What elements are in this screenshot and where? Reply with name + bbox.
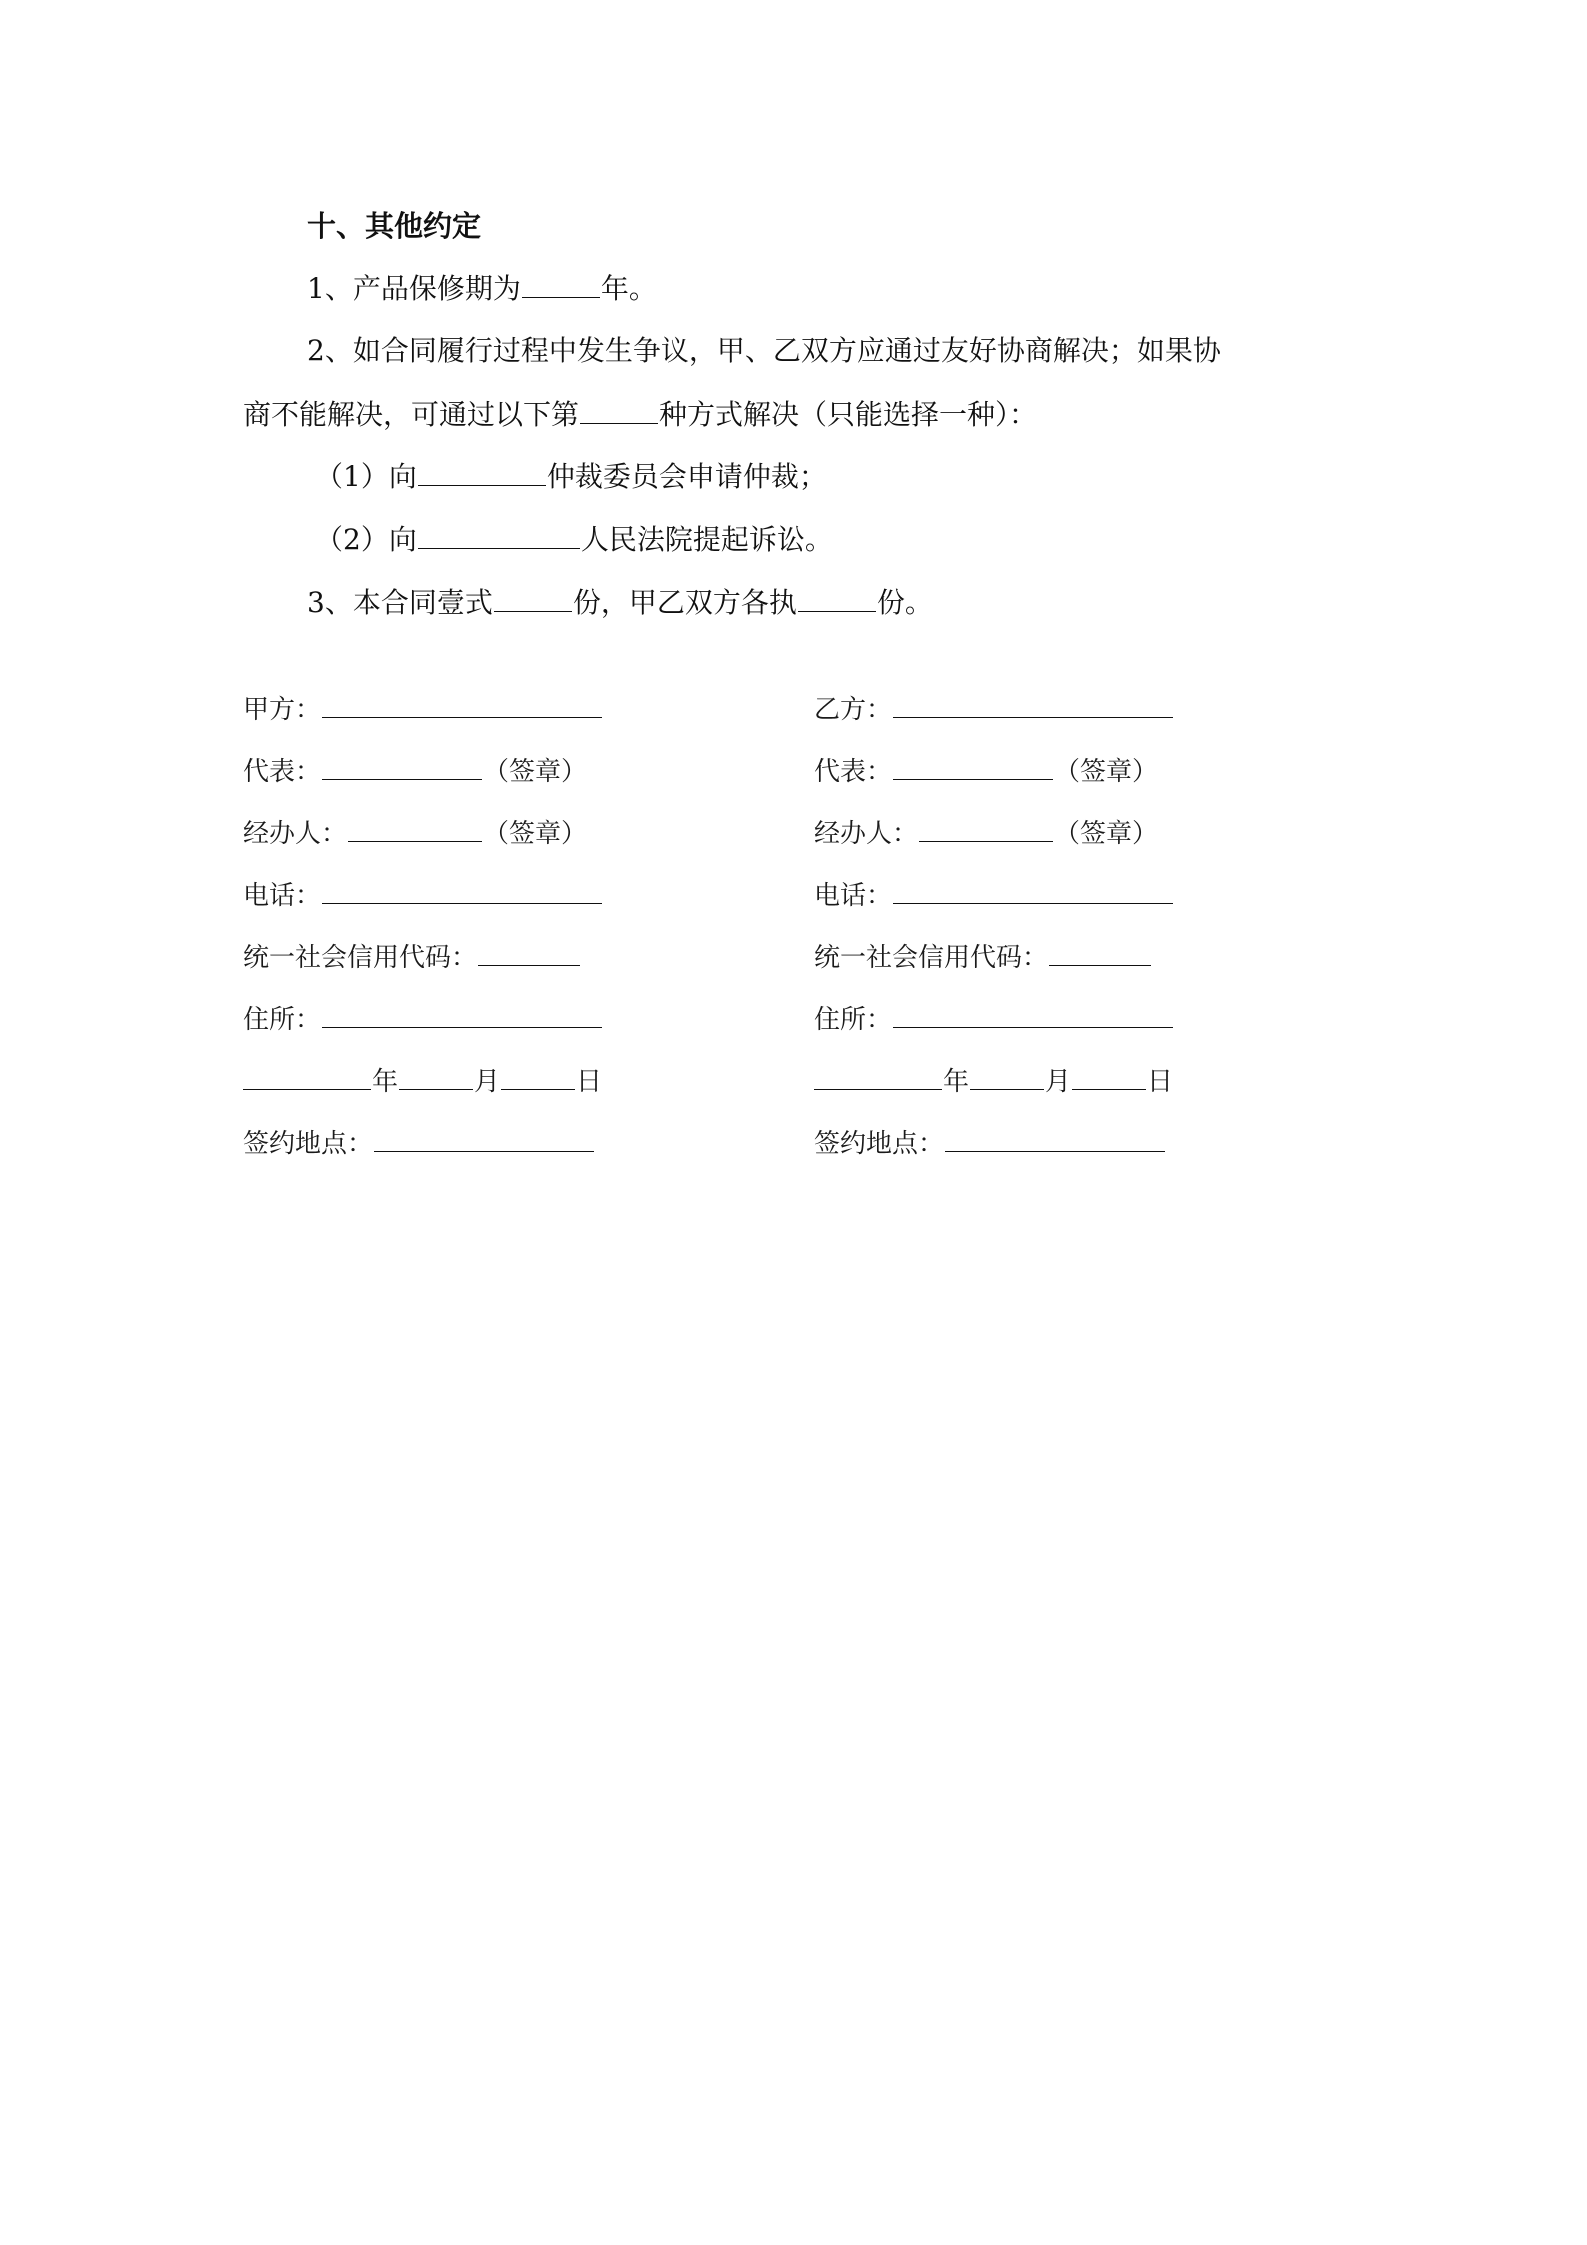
- party-b-credit-blank[interactable]: [1049, 938, 1151, 966]
- party-a-name-row: [243, 690, 603, 730]
- party-b-rep-seal: （签章）: [1054, 757, 1159, 787]
- party-a-rep-seal: （签章）: [483, 757, 588, 787]
- warranty-years-blank[interactable]: [522, 268, 600, 298]
- party-b-credit-row: [814, 938, 1152, 978]
- party-b-handler-blank[interactable]: [919, 814, 1053, 842]
- party-a-phone-blank[interactable]: [322, 876, 602, 904]
- party-b-phone-row: [814, 876, 1174, 916]
- party-a-credit-blank[interactable]: [478, 938, 580, 966]
- party-b-label: 乙方：: [814, 695, 893, 725]
- party-a-year-blank[interactable]: [243, 1062, 371, 1090]
- party-b-address-row: [814, 1000, 1174, 1040]
- clause-copies: [307, 582, 933, 622]
- party-a-rep-blank[interactable]: [322, 752, 482, 780]
- party-a-credit-label: 统一社会信用代码：: [243, 943, 478, 973]
- option-litigation-text: 人民法院提起诉讼。: [580, 523, 833, 556]
- party-a-rep-row: [243, 752, 587, 792]
- party-b-rep-row: [814, 752, 1158, 792]
- party-b-year-label: 年: [943, 1067, 970, 1097]
- party-b-handler-seal: （签章）: [1054, 819, 1159, 849]
- party-a-address-label: 住所：: [243, 1005, 322, 1035]
- party-b-address-blank[interactable]: [893, 1000, 1173, 1028]
- party-a-year-label: 年: [372, 1067, 399, 1097]
- option-arbitration-text: 仲裁委员会申请仲裁；: [546, 460, 827, 493]
- party-b-day-label: 日: [1147, 1067, 1174, 1097]
- party-a-credit-row: [243, 938, 581, 978]
- party-b-address-label: 住所：: [814, 1005, 893, 1035]
- party-a-place-label: 签约地点：: [243, 1129, 374, 1159]
- clause-warranty: [307, 268, 657, 308]
- party-b-handler-label: 经办人：: [814, 819, 919, 849]
- party-a-month-label: 月: [474, 1067, 501, 1097]
- clause-dispute-line2-text: 商不能解决，可通过以下第: [243, 398, 580, 431]
- clause-warranty-text: 1、产品保修期为: [307, 272, 521, 305]
- party-a-day-label: 日: [576, 1067, 603, 1097]
- party-a-handler-label: 经办人：: [243, 819, 348, 849]
- party-a-label: 甲方：: [243, 695, 322, 725]
- party-a-rep-label: 代表：: [243, 757, 322, 787]
- party-b-handler-row: [814, 814, 1158, 854]
- dispute-method-blank[interactable]: [580, 394, 658, 424]
- party-b-rep-label: 代表：: [814, 757, 893, 787]
- party-a-date-row: [243, 1062, 602, 1102]
- clause-copies-middle: 份，甲乙双方各执: [572, 586, 797, 619]
- party-b-year-blank[interactable]: [814, 1062, 942, 1090]
- party-b-phone-blank[interactable]: [893, 876, 1173, 904]
- party-a-place-blank[interactable]: [374, 1124, 594, 1152]
- party-b-month-label: 月: [1045, 1067, 1072, 1097]
- clause-dispute-line2: [243, 394, 1037, 434]
- party-a-signature-block: [243, 690, 643, 1190]
- option-arbitration-prefix: （1）向: [315, 460, 417, 493]
- party-b-phone-label: 电话：: [814, 881, 893, 911]
- party-b-place-row: [814, 1124, 1166, 1164]
- clause-copies-suffix: 份。: [876, 586, 933, 619]
- arbitration-committee-blank[interactable]: [418, 456, 546, 486]
- party-a-handler-row: [243, 814, 587, 854]
- party-b-credit-label: 统一社会信用代码：: [814, 943, 1049, 973]
- party-b-place-blank[interactable]: [945, 1124, 1165, 1152]
- party-b-signature-block: [814, 690, 1214, 1190]
- party-a-phone-label: 电话：: [243, 881, 322, 911]
- party-b-name-row: [814, 690, 1174, 730]
- total-copies-blank[interactable]: [494, 582, 572, 612]
- party-a-phone-row: [243, 876, 603, 916]
- party-a-place-row: [243, 1124, 595, 1164]
- party-a-handler-blank[interactable]: [348, 814, 482, 842]
- party-a-address-row: [243, 1000, 603, 1040]
- party-a-day-blank[interactable]: [501, 1062, 575, 1090]
- party-b-month-blank[interactable]: [970, 1062, 1044, 1090]
- court-name-blank[interactable]: [418, 519, 580, 549]
- party-b-day-blank[interactable]: [1072, 1062, 1146, 1090]
- party-b-place-label: 签约地点：: [814, 1129, 945, 1159]
- clause-copies-text: 3、本合同壹式: [307, 586, 493, 619]
- option-arbitration: [315, 456, 827, 496]
- party-a-name-blank[interactable]: [322, 690, 602, 718]
- party-a-address-blank[interactable]: [322, 1000, 602, 1028]
- option-litigation-prefix: （2）向: [315, 523, 417, 556]
- clause-dispute-line2-suffix: 种方式解决（只能选择一种）：: [659, 398, 1038, 431]
- party-b-date-row: [814, 1062, 1173, 1102]
- party-a-handler-seal: （签章）: [483, 819, 588, 849]
- party-b-name-blank[interactable]: [893, 690, 1173, 718]
- section-heading: 十、其他约定: [307, 209, 482, 243]
- each-copies-blank[interactable]: [798, 582, 876, 612]
- option-litigation: [315, 519, 833, 559]
- party-b-rep-blank[interactable]: [893, 752, 1053, 780]
- clause-dispute-line1: 2、如合同履行过程中发生争议，甲、乙双方应通过友好协商解决；如果协: [307, 334, 1221, 367]
- party-a-month-blank[interactable]: [399, 1062, 473, 1090]
- clause-warranty-suffix: 年。: [600, 272, 657, 305]
